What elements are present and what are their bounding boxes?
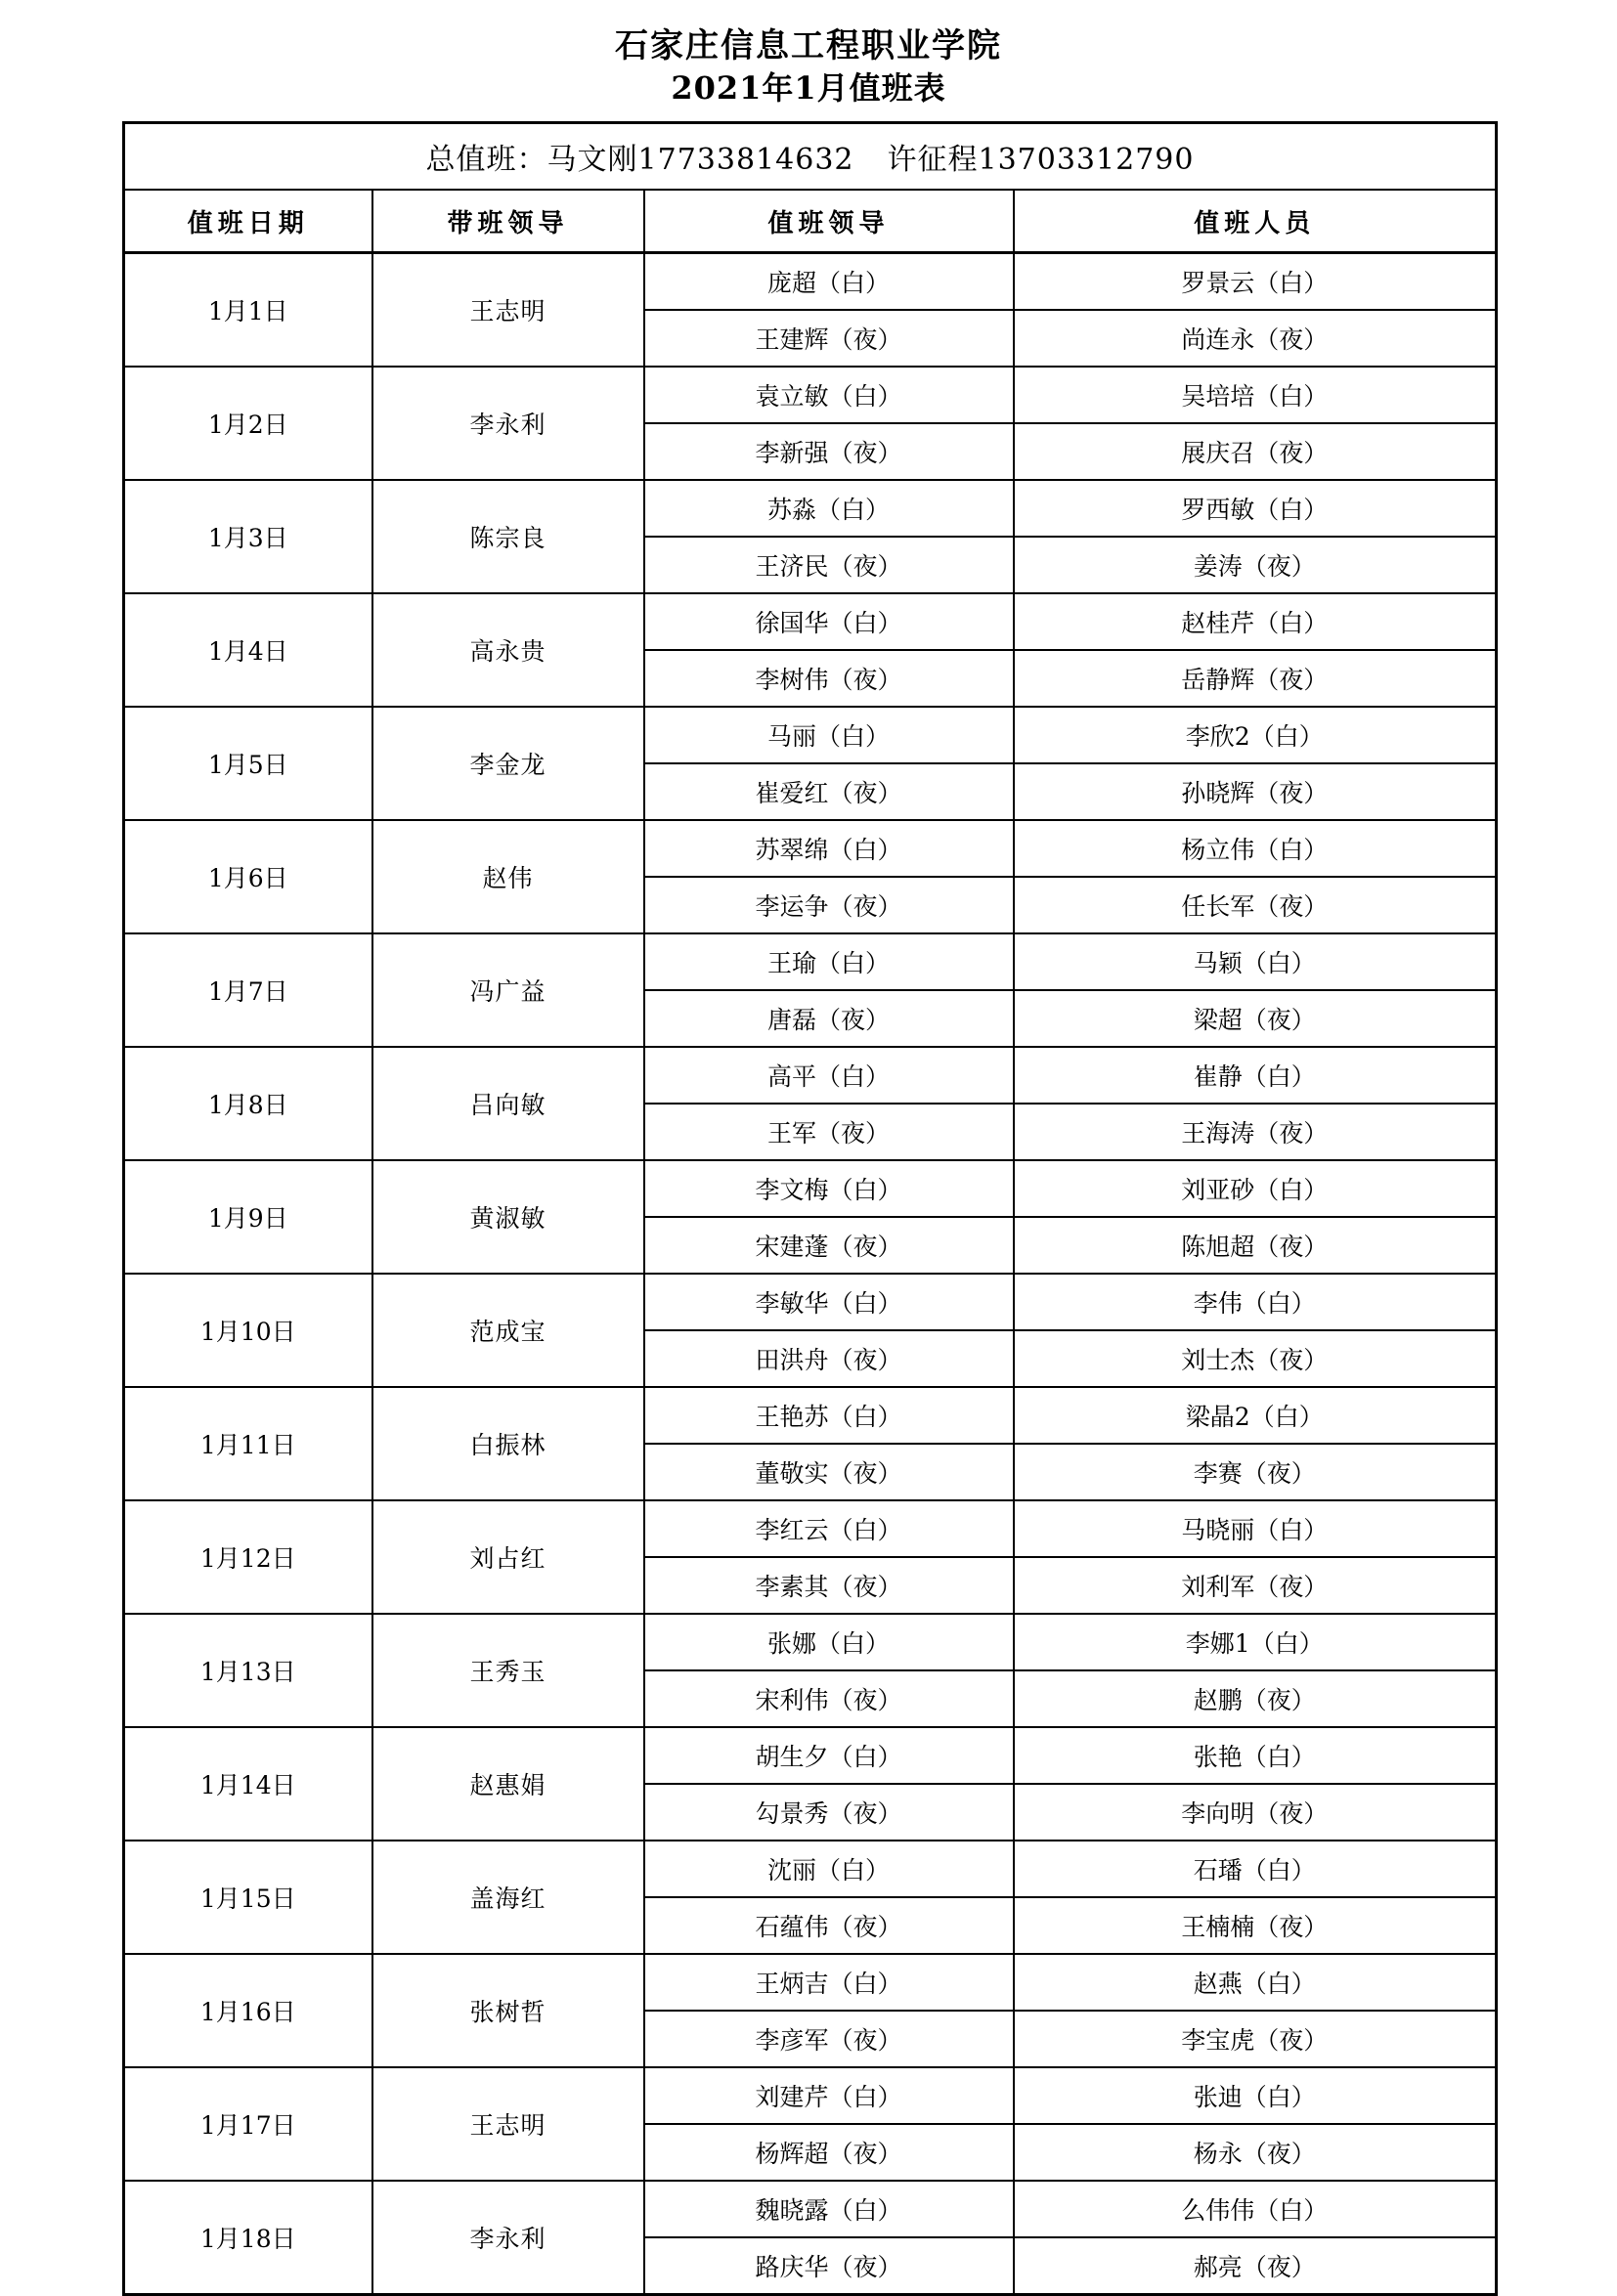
column-header-lead: 带班领导 <box>372 190 644 253</box>
cell-duty-leader-night: 路庆华（夜） <box>644 2237 1014 2295</box>
page-title: 2021年1月值班表 <box>671 68 946 107</box>
cell-duty-leader-day: 苏翠绵（白） <box>644 820 1014 877</box>
cell-duty-staff-night: 李赛（夜） <box>1014 1444 1497 1500</box>
cell-duty-staff-night: 刘士杰（夜） <box>1014 1330 1497 1387</box>
cell-duty-leader-night: 李运争（夜） <box>644 877 1014 933</box>
cell-duty-date: 1月9日 <box>124 1160 372 1274</box>
cell-duty-date: 1月14日 <box>124 1727 372 1841</box>
table-row <box>124 1047 1497 1104</box>
cell-supervising-leader: 李永利 <box>372 2181 644 2295</box>
roster-table-container <box>122 121 1495 2296</box>
cell-duty-leader-day: 张娜（白） <box>644 1614 1014 1670</box>
cell-duty-staff-night: 杨永（夜） <box>1014 2124 1497 2181</box>
cell-supervising-leader: 黄淑敏 <box>372 1160 644 1274</box>
cell-duty-date: 1月7日 <box>124 933 372 1047</box>
cell-supervising-leader: 高永贵 <box>372 593 644 707</box>
cell-duty-staff-night: 展庆召（夜） <box>1014 423 1497 480</box>
cell-duty-date: 1月2日 <box>124 367 372 480</box>
table-row <box>124 1160 1497 1217</box>
cell-duty-date: 1月3日 <box>124 480 372 593</box>
cell-duty-date: 1月4日 <box>124 593 372 707</box>
table-row <box>124 2067 1497 2124</box>
cell-duty-leader-night: 田洪舟（夜） <box>644 1330 1014 1387</box>
cell-duty-leader-night: 杨辉超（夜） <box>644 2124 1014 2181</box>
cell-duty-staff-night: 李宝虎（夜） <box>1014 2011 1497 2067</box>
cell-supervising-leader: 冯广益 <box>372 933 644 1047</box>
cell-duty-date: 1月11日 <box>124 1387 372 1500</box>
table-row <box>124 1614 1497 1670</box>
cell-duty-staff-day: 么伟伟（白） <box>1014 2181 1497 2237</box>
table-row <box>124 593 1497 650</box>
document-title-block <box>0 0 1617 108</box>
cell-duty-leader-night: 李树伟（夜） <box>644 650 1014 707</box>
cell-duty-staff-night: 王楠楠（夜） <box>1014 1897 1497 1954</box>
table-row <box>124 2181 1497 2237</box>
cell-duty-date: 1月13日 <box>124 1614 372 1727</box>
cell-duty-leader-night: 王济民（夜） <box>644 537 1014 593</box>
cell-duty-date: 1月12日 <box>124 1500 372 1614</box>
column-header-date: 值班日期 <box>124 190 372 253</box>
column-header-duty: 值班领导 <box>644 190 1014 253</box>
cell-duty-staff-day: 罗景云（白） <box>1014 253 1497 311</box>
cell-duty-staff-day: 赵桂芹（白） <box>1014 593 1497 650</box>
cell-duty-date: 1月1日 <box>124 253 372 368</box>
table-row <box>124 707 1497 763</box>
cell-duty-leader-night: 石蕴伟（夜） <box>644 1897 1014 1954</box>
cell-duty-date: 1月17日 <box>124 2067 372 2181</box>
cell-supervising-leader: 范成宝 <box>372 1274 644 1387</box>
cell-supervising-leader: 王志明 <box>372 2067 644 2181</box>
table-row <box>124 367 1497 423</box>
cell-duty-leader-day: 李文梅（白） <box>644 1160 1014 1217</box>
cell-duty-leader-day: 刘建芹（白） <box>644 2067 1014 2124</box>
cell-supervising-leader: 刘占红 <box>372 1500 644 1614</box>
cell-duty-leader-day: 沈丽（白） <box>644 1841 1014 1897</box>
cell-duty-staff-day: 吴培培（白） <box>1014 367 1497 423</box>
cell-duty-leader-day: 苏淼（白） <box>644 480 1014 537</box>
cell-duty-leader-day: 高平（白） <box>644 1047 1014 1104</box>
cell-supervising-leader: 张树哲 <box>372 1954 644 2067</box>
cell-duty-staff-day: 张艳（白） <box>1014 1727 1497 1784</box>
cell-duty-leader-night: 勾景秀（夜） <box>644 1784 1014 1841</box>
cell-duty-leader-day: 王炳吉（白） <box>644 1954 1014 2011</box>
cell-duty-staff-day: 马晓丽（白） <box>1014 1500 1497 1557</box>
table-row <box>124 1954 1497 2011</box>
table-row <box>124 1727 1497 1784</box>
table-row <box>124 1274 1497 1330</box>
cell-supervising-leader: 吕向敏 <box>372 1047 644 1160</box>
cell-supervising-leader: 盖海红 <box>372 1841 644 1954</box>
cell-duty-staff-day: 李伟（白） <box>1014 1274 1497 1330</box>
organization-name: 石家庄信息工程职业学院 <box>615 26 1002 65</box>
cell-duty-date: 1月10日 <box>124 1274 372 1387</box>
cell-duty-staff-day: 刘亚砂（白） <box>1014 1160 1497 1217</box>
cell-duty-leader-day: 胡生夕（白） <box>644 1727 1014 1784</box>
cell-duty-leader-night: 宋利伟（夜） <box>644 1670 1014 1727</box>
cell-duty-leader-night: 唐磊（夜） <box>644 990 1014 1047</box>
cell-duty-staff-day: 李娜1（白） <box>1014 1614 1497 1670</box>
cell-duty-staff-night: 孙晓辉（夜） <box>1014 763 1497 820</box>
duty-roster-table <box>122 121 1498 2296</box>
cell-duty-staff-night: 王海涛（夜） <box>1014 1104 1497 1160</box>
cell-duty-leader-night: 李彦军（夜） <box>644 2011 1014 2067</box>
cell-duty-staff-night: 姜涛（夜） <box>1014 537 1497 593</box>
cell-duty-staff-night: 岳静辉（夜） <box>1014 650 1497 707</box>
cell-supervising-leader: 王秀玉 <box>372 1614 644 1727</box>
contacts-label: 总值班： <box>425 143 547 178</box>
cell-duty-staff-day: 罗西敏（白） <box>1014 480 1497 537</box>
roster-table-body <box>124 123 1497 2295</box>
cell-duty-date: 1月5日 <box>124 707 372 820</box>
cell-duty-staff-day: 杨立伟（白） <box>1014 820 1497 877</box>
cell-duty-leader-night: 宋建蓬（夜） <box>644 1217 1014 1274</box>
cell-supervising-leader: 王志明 <box>372 253 644 368</box>
cell-supervising-leader: 李永利 <box>372 367 644 480</box>
table-row <box>124 820 1497 877</box>
cell-duty-date: 1月18日 <box>124 2181 372 2295</box>
table-row <box>124 1387 1497 1444</box>
cell-duty-leader-day: 马丽（白） <box>644 707 1014 763</box>
cell-duty-staff-night: 梁超（夜） <box>1014 990 1497 1047</box>
cell-duty-leader-day: 王艳苏（白） <box>644 1387 1014 1444</box>
cell-supervising-leader: 白振林 <box>372 1387 644 1500</box>
contact-person-2: 许征程13703312790 <box>887 143 1195 178</box>
cell-duty-date: 1月16日 <box>124 1954 372 2067</box>
cell-duty-leader-day: 袁立敏（白） <box>644 367 1014 423</box>
general-duty-contacts <box>124 123 1497 191</box>
cell-duty-leader-night: 李素其（夜） <box>644 1557 1014 1614</box>
column-header-staff: 值班人员 <box>1014 190 1497 253</box>
cell-duty-staff-night: 郝亮（夜） <box>1014 2237 1497 2295</box>
cell-duty-date: 1月6日 <box>124 820 372 933</box>
contacts-banner-row <box>124 123 1497 191</box>
cell-supervising-leader: 李金龙 <box>372 707 644 820</box>
cell-duty-date: 1月8日 <box>124 1047 372 1160</box>
cell-duty-staff-day: 李欣2（白） <box>1014 707 1497 763</box>
cell-duty-staff-day: 梁晶2（白） <box>1014 1387 1497 1444</box>
cell-duty-staff-night: 尚连永（夜） <box>1014 310 1497 367</box>
cell-duty-staff-night: 赵鹏（夜） <box>1014 1670 1497 1727</box>
table-row <box>124 253 1497 311</box>
table-row <box>124 480 1497 537</box>
cell-duty-staff-night: 任长军（夜） <box>1014 877 1497 933</box>
contact-person-1: 马文刚17733814632 <box>546 143 854 178</box>
cell-duty-leader-day: 徐国华（白） <box>644 593 1014 650</box>
cell-duty-leader-day: 李红云（白） <box>644 1500 1014 1557</box>
cell-duty-staff-night: 陈旭超（夜） <box>1014 1217 1497 1274</box>
cell-supervising-leader: 陈宗良 <box>372 480 644 593</box>
cell-duty-staff-day: 石璠（白） <box>1014 1841 1497 1897</box>
cell-duty-leader-day: 王瑜（白） <box>644 933 1014 990</box>
cell-duty-date: 1月15日 <box>124 1841 372 1954</box>
table-row <box>124 1500 1497 1557</box>
cell-duty-leader-night: 王建辉（夜） <box>644 310 1014 367</box>
cell-duty-staff-day: 崔静（白） <box>1014 1047 1497 1104</box>
cell-duty-leader-day: 魏晓露（白） <box>644 2181 1014 2237</box>
cell-supervising-leader: 赵伟 <box>372 820 644 933</box>
cell-duty-staff-day: 张迪（白） <box>1014 2067 1497 2124</box>
cell-duty-leader-night: 李新强（夜） <box>644 423 1014 480</box>
cell-duty-staff-day: 马颖（白） <box>1014 933 1497 990</box>
cell-duty-staff-night: 刘利军（夜） <box>1014 1557 1497 1614</box>
cell-supervising-leader: 赵惠娟 <box>372 1727 644 1841</box>
cell-duty-staff-night: 李向明（夜） <box>1014 1784 1497 1841</box>
cell-duty-leader-night: 崔爱红（夜） <box>644 763 1014 820</box>
cell-duty-leader-night: 董敬实（夜） <box>644 1444 1014 1500</box>
cell-duty-leader-day: 庞超（白） <box>644 253 1014 311</box>
cell-duty-leader-night: 王军（夜） <box>644 1104 1014 1160</box>
cell-duty-leader-day: 李敏华（白） <box>644 1274 1014 1330</box>
table-row <box>124 1841 1497 1897</box>
table-row <box>124 933 1497 990</box>
column-header-row <box>124 190 1497 253</box>
cell-duty-staff-day: 赵燕（白） <box>1014 1954 1497 2011</box>
